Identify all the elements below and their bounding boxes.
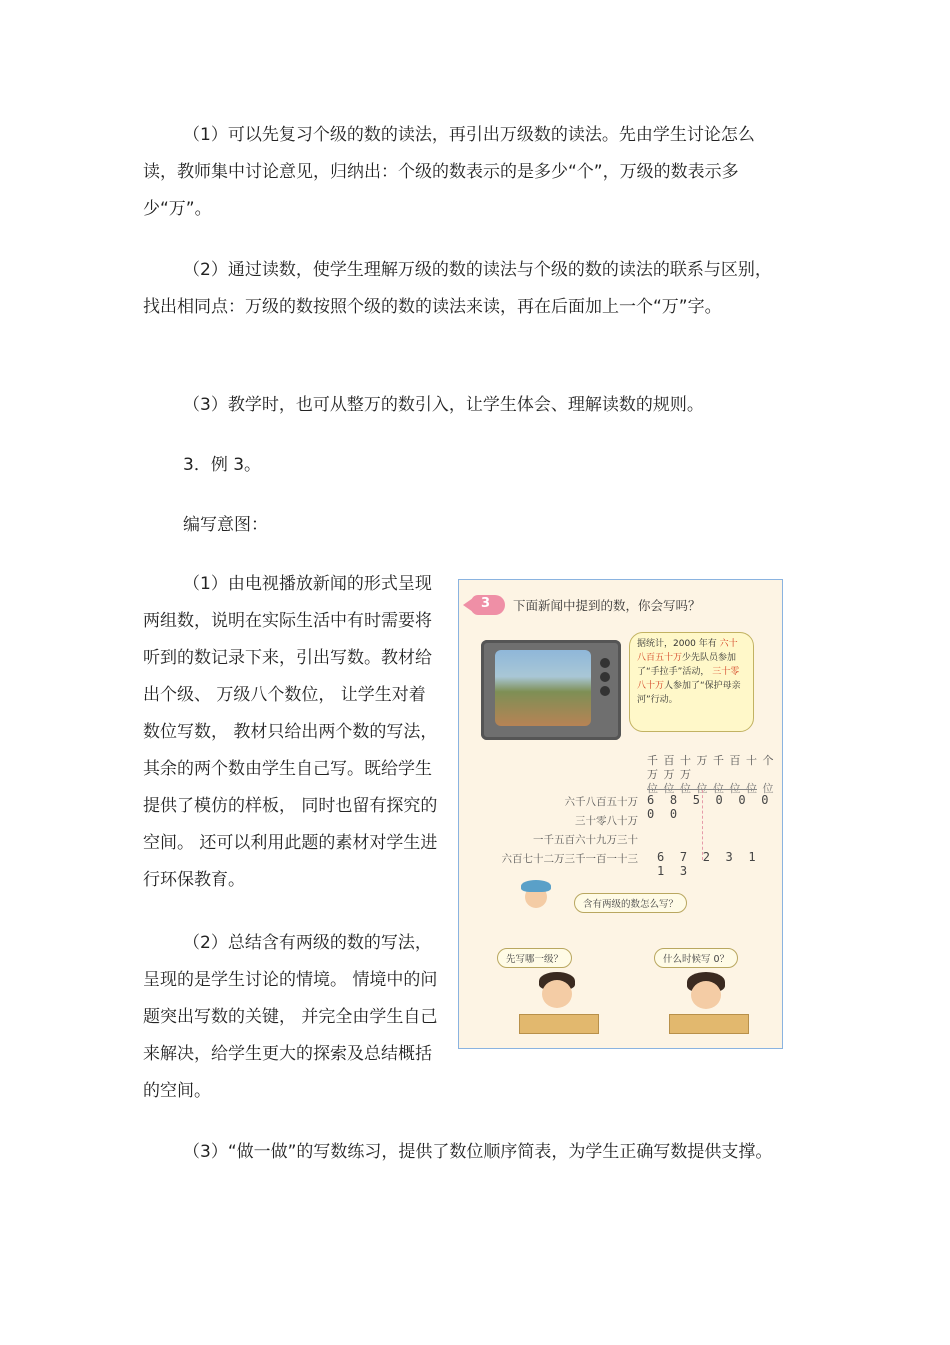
paragraph-6: （1）由电视播放新闻的形式呈现两组数，说明在实际生活中有时需要将听到的数记录下来，引出写数。教材给出个级、 万级八个数位， 让学生对着数位写数， 教材只给出两个数的写法， 其余的两个数由学生自己写。既给学生提供了模仿的样板， 同时也留有探究的空间。 还可以利用此题的素材对学生进行环保教育。 — [143, 574, 438, 890]
television-icon — [481, 640, 621, 740]
figure-number: 3 — [481, 596, 491, 611]
paragraph-1: （1）可以先复习个级的数的读法，再引出万级数的读法。先由学生讨论怎么读，教师集中讨论意见，归纳出：个级的数表示的是多少“个”，万级的数表示多少“万”。 — [143, 125, 755, 219]
place-header-1: 千 百 十 万 千 百 十 个 — [647, 754, 775, 767]
news-speech-bubble — [629, 632, 754, 732]
paragraph-5: 编写意图： — [183, 515, 268, 535]
figure-title: 下面新闻中提到的数，你会写吗？ — [513, 598, 701, 613]
number-row-4-digits: 6 7 2 3 1 1 3 — [657, 850, 760, 878]
paragraph-7: （2）总结含有两级的数的写法，呈现的是学生讨论的情境。 情境中的问题突出写数的关键， 并完全由学生自己来解决，给学生更大的探索及总结概括的空间。 — [143, 933, 438, 1101]
paragraph-3: （3）教学时，也可从整万的数引入，让学生体会、理解读数的规则。 — [183, 395, 704, 415]
question-bubble: 含有两级的数怎么写？ — [574, 893, 687, 913]
student-2-bubble: 什么时候写 0？ — [654, 948, 738, 968]
cartoon-character-icon — [517, 880, 557, 916]
paragraph-8: （3）“做一做”的写数练习，提供了数位顺序简表，为学生正确写数提供支撑。 — [183, 1142, 773, 1162]
figure-header — [471, 594, 701, 616]
number-row-2-label: 三十零八十万 — [575, 815, 638, 827]
paragraph-4: 3．例 3。 — [183, 455, 262, 475]
student-1-bubble: 先写哪一级？ — [497, 948, 572, 968]
paragraph-2: （2）通过读数，使学生理解万级的数的读法与个级的数的读法的联系与区别，找出相同点：万级的数按照个级的数的读法来读，再在后面加上一个“万”字。 — [143, 260, 772, 317]
news-number-1: 六十八百五十万 — [637, 639, 738, 663]
number-row-4-label: 六百七十二万三千一百一十三 — [501, 853, 638, 865]
tv-news-picture — [495, 650, 591, 726]
news-text-b: 少先队员参加了“手拉手”活动， — [637, 653, 737, 677]
place-header-3: 位 位 位 位 位 位 位 位 — [647, 782, 775, 795]
place-header-2: 万 万 万 — [647, 768, 692, 781]
tv-knobs — [597, 654, 613, 714]
news-number-2: 三十零八十万 — [637, 667, 740, 691]
number-row-3-label: 一千五百六十九万三十 — [533, 834, 638, 846]
number-row-1-label: 六千八百五十万 — [564, 796, 638, 808]
boy-student-icon — [519, 972, 599, 1047]
news-text-c: 人参加了“保护母亲河”行动。 — [637, 681, 741, 705]
number-row-1-digits: 6 8 5 0 0 0 0 0 — [647, 793, 773, 821]
fish-number-icon — [471, 595, 505, 615]
girl-student-icon — [669, 972, 749, 1047]
textbook-figure — [458, 579, 783, 1049]
news-text-a: 据统计，2000 年有 — [637, 639, 717, 649]
